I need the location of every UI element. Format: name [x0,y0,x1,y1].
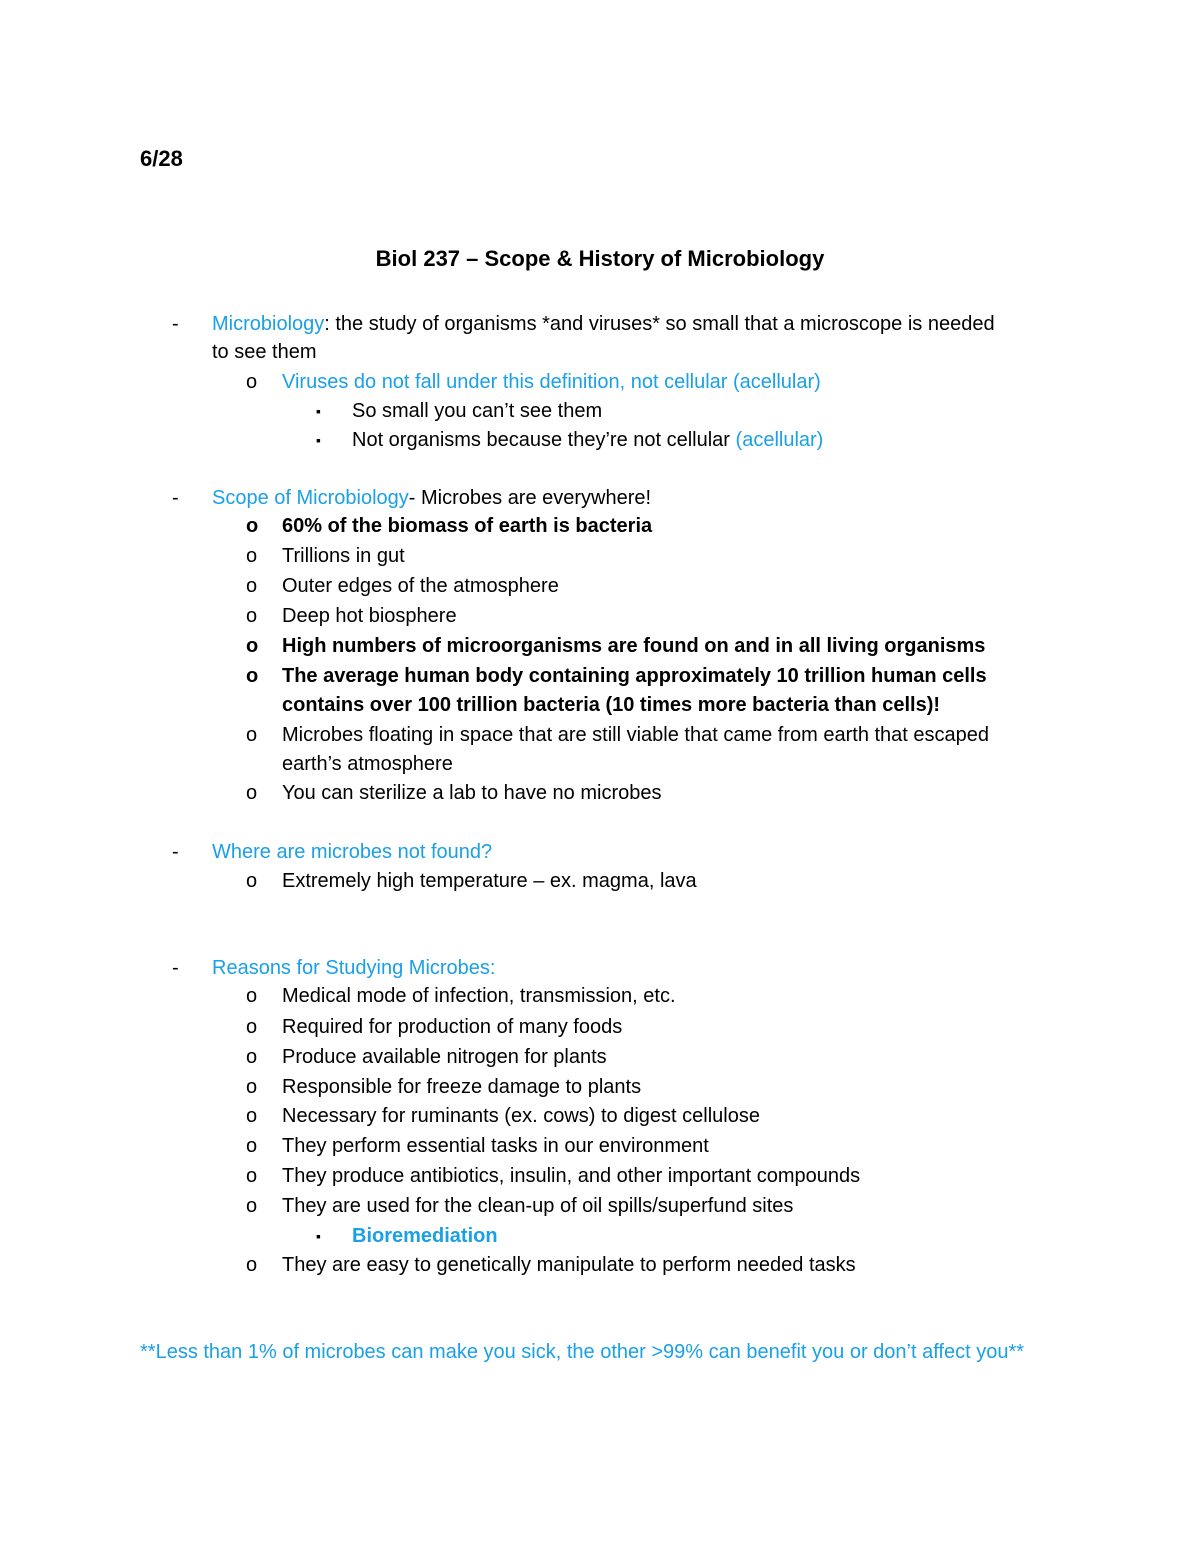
dash-bullet: - [172,841,179,863]
section-heading: Where are microbes not found? [212,841,493,863]
circle-bullet: o [246,1076,258,1098]
circle-bullet: o [246,1254,258,1276]
circle-bullet: o [246,724,258,746]
list-item: Trillions in gut [282,545,405,567]
list-item: Viruses do not fall under this definition, not cellular (acellular) [282,371,821,393]
square-bullet: ▪ [316,1228,321,1244]
term-microbiology: Microbiology [212,313,325,335]
list-item: Deep hot biosphere [282,605,457,627]
circle-bullet: o [246,1105,258,1127]
list-item: They are used for the clean-up of oil spills/superfund sites [282,1195,794,1217]
circle-bullet: o [246,371,258,393]
footer-note: **Less than 1% of microbes can make you sick, the other >99% can benefit you or don’t affect you** [140,1341,1025,1363]
list-item: Responsible for freeze damage to plants [282,1076,642,1098]
list-item: They perform essential tasks in our environment [282,1135,709,1157]
definition-continuation: to see them [212,341,317,363]
circle-bullet: o [246,545,258,567]
circle-bullet: o [246,635,259,657]
definition-text: : the study of organisms *and viruses* so small that a microscope is needed [324,313,995,335]
list-item: So small you can’t see them [352,400,603,422]
circle-bullet: o [246,1195,258,1217]
section-heading [212,484,651,512]
circle-bullet: o [246,1135,258,1157]
term-scope: Scope of Microbiology [212,487,409,509]
list-item-continuation: contains over 100 trillion bacteria (10 times more bacteria than cells)! [282,694,941,716]
page-title: Biol 237 – Scope & History of Microbiology [375,246,825,271]
circle-bullet: o [246,665,259,687]
circle-bullet: o [246,575,258,597]
circle-bullet: o [246,1016,258,1038]
section-heading: Reasons for Studying Microbes: [212,957,496,979]
list-item: Necessary for ruminants (ex. cows) to digest cellulose [282,1105,760,1127]
dash-bullet: - [172,313,179,335]
date-heading: 6/28 [140,146,183,171]
square-bullet: ▪ [316,403,321,419]
list-item-highlight: (acellular) [735,429,824,451]
circle-bullet: o [246,515,259,537]
definition-line [212,310,995,338]
list-item: Required for production of many foods [282,1016,623,1038]
circle-bullet: o [246,605,258,627]
circle-bullet: o [246,1165,258,1187]
circle-bullet: o [246,782,258,804]
dash-bullet: - [172,487,179,509]
list-item: Microbes floating in space that are still viable that came from earth that escaped [282,724,990,746]
list-item: You can sterilize a lab to have no microbes [282,782,662,804]
list-item: The average human body containing approximately 10 trillion human cells [282,665,987,687]
dash-bullet: - [172,957,179,979]
list-item-text: Not organisms because they’re not cellular [352,429,736,451]
section-heading-text: - Microbes are everywhere! [408,487,652,509]
circle-bullet: o [246,1046,258,1068]
circle-bullet: o [246,870,258,892]
square-bullet: ▪ [316,432,321,448]
list-item [352,426,823,454]
list-item: High numbers of microorganisms are found on and in all living organisms [282,635,986,657]
list-item: Outer edges of the atmosphere [282,575,559,597]
list-item: They produce antibiotics, insulin, and other important compounds [282,1165,861,1187]
circle-bullet: o [246,985,258,1007]
list-item: They are easy to genetically manipulate to perform needed tasks [282,1254,856,1276]
list-item-continuation: earth’s atmosphere [282,753,453,775]
list-item: 60% of the biomass of earth is bacteria [282,515,653,537]
list-item: Extremely high temperature – ex. magma, lava [282,870,697,892]
list-item: Produce available nitrogen for plants [282,1046,607,1068]
list-item: Bioremediation [352,1225,498,1247]
list-item: Medical mode of infection, transmission, etc. [282,985,676,1007]
